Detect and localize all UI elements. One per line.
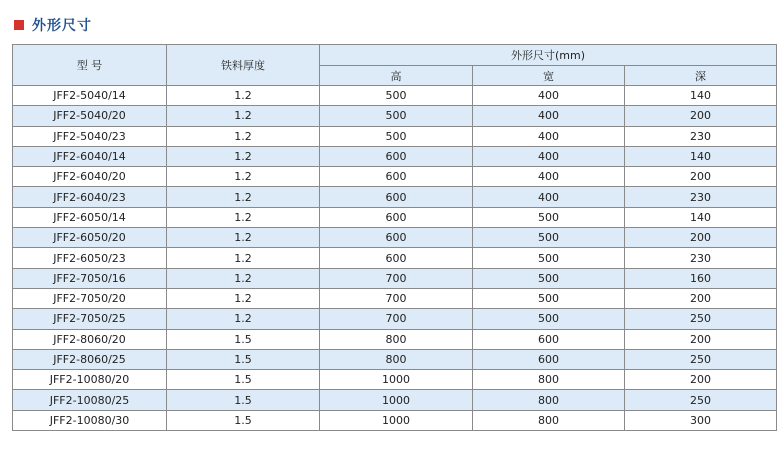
cell-thickness: 1.2 — [167, 228, 320, 248]
table-row — [13, 309, 777, 329]
table-row — [13, 288, 777, 308]
cell-width: 400 — [473, 187, 625, 207]
cell-width: 500 — [473, 228, 625, 248]
table-row — [13, 207, 777, 227]
cell-height: 600 — [320, 228, 473, 248]
cell-height: 1000 — [320, 410, 473, 430]
cell-width: 800 — [473, 370, 625, 390]
header-model: 型 号 — [13, 45, 167, 86]
table-body — [13, 86, 777, 431]
dimensions-table — [12, 44, 777, 431]
table-row — [13, 268, 777, 288]
cell-model: JFF2-7050/25 — [13, 309, 167, 329]
cell-depth: 250 — [625, 390, 777, 410]
table-row — [13, 187, 777, 207]
header-width: 宽 — [473, 66, 625, 86]
cell-thickness: 1.5 — [167, 390, 320, 410]
cell-height: 500 — [320, 126, 473, 146]
cell-depth: 200 — [625, 167, 777, 187]
cell-thickness: 1.2 — [167, 207, 320, 227]
cell-width: 600 — [473, 329, 625, 349]
cell-width: 500 — [473, 309, 625, 329]
cell-model: JFF2-6050/20 — [13, 228, 167, 248]
cell-model: JFF2-8060/20 — [13, 329, 167, 349]
cell-height: 600 — [320, 248, 473, 268]
cell-model: JFF2-7050/16 — [13, 268, 167, 288]
cell-thickness: 1.5 — [167, 370, 320, 390]
table-row — [13, 329, 777, 349]
cell-height: 1000 — [320, 370, 473, 390]
cell-width: 400 — [473, 86, 625, 106]
cell-depth: 230 — [625, 126, 777, 146]
cell-thickness: 1.2 — [167, 126, 320, 146]
cell-depth: 230 — [625, 248, 777, 268]
section-title: 外形尺寸 — [32, 18, 92, 34]
cell-depth: 250 — [625, 309, 777, 329]
cell-height: 500 — [320, 106, 473, 126]
cell-model: JFF2-5040/20 — [13, 106, 167, 126]
header-dimensions: 外形尺寸(mm) — [320, 45, 777, 66]
cell-height: 700 — [320, 309, 473, 329]
cell-depth: 300 — [625, 410, 777, 430]
table-row — [13, 370, 777, 390]
cell-model: JFF2-6040/14 — [13, 146, 167, 166]
cell-width: 500 — [473, 248, 625, 268]
cell-model: JFF2-6050/14 — [13, 207, 167, 227]
cell-thickness: 1.5 — [167, 349, 320, 369]
cell-thickness: 1.2 — [167, 248, 320, 268]
cell-model: JFF2-5040/23 — [13, 126, 167, 146]
header-height: 高 — [320, 66, 473, 86]
cell-model: JFF2-6040/20 — [13, 167, 167, 187]
cell-thickness: 1.2 — [167, 106, 320, 126]
cell-height: 600 — [320, 187, 473, 207]
cell-thickness: 1.2 — [167, 146, 320, 166]
cell-width: 400 — [473, 126, 625, 146]
cell-depth: 200 — [625, 329, 777, 349]
cell-thickness: 1.2 — [167, 268, 320, 288]
cell-model: JFF2-8060/25 — [13, 349, 167, 369]
cell-width: 500 — [473, 268, 625, 288]
cell-model: JFF2-10080/25 — [13, 390, 167, 410]
cell-thickness: 1.2 — [167, 187, 320, 207]
cell-model: JFF2-10080/30 — [13, 410, 167, 430]
cell-width: 800 — [473, 390, 625, 410]
table-row — [13, 410, 777, 430]
cell-depth: 230 — [625, 187, 777, 207]
cell-thickness: 1.2 — [167, 86, 320, 106]
table-row — [13, 106, 777, 126]
cell-width: 400 — [473, 167, 625, 187]
cell-width: 500 — [473, 207, 625, 227]
cell-model: JFF2-5040/14 — [13, 86, 167, 106]
cell-thickness: 1.2 — [167, 309, 320, 329]
table-row — [13, 349, 777, 369]
cell-model: JFF2-7050/20 — [13, 288, 167, 308]
cell-height: 800 — [320, 329, 473, 349]
section-header — [14, 16, 92, 34]
cell-depth: 140 — [625, 86, 777, 106]
cell-thickness: 1.2 — [167, 288, 320, 308]
cell-depth: 200 — [625, 288, 777, 308]
cell-depth: 140 — [625, 207, 777, 227]
table-row — [13, 126, 777, 146]
table-row — [13, 86, 777, 106]
cell-height: 600 — [320, 146, 473, 166]
cell-depth: 200 — [625, 106, 777, 126]
cell-thickness: 1.5 — [167, 410, 320, 430]
table-row — [13, 146, 777, 166]
cell-depth: 200 — [625, 370, 777, 390]
cell-width: 800 — [473, 410, 625, 430]
cell-depth: 250 — [625, 349, 777, 369]
table-row — [13, 228, 777, 248]
cell-width: 400 — [473, 106, 625, 126]
cell-thickness: 1.5 — [167, 329, 320, 349]
cell-depth: 200 — [625, 228, 777, 248]
header-depth: 深 — [625, 66, 777, 86]
cell-depth: 160 — [625, 268, 777, 288]
cell-model: JFF2-6040/23 — [13, 187, 167, 207]
cell-width: 600 — [473, 349, 625, 369]
cell-height: 700 — [320, 288, 473, 308]
table-row — [13, 390, 777, 410]
cell-height: 700 — [320, 268, 473, 288]
cell-model: JFF2-6050/23 — [13, 248, 167, 268]
cell-width: 400 — [473, 146, 625, 166]
cell-height: 500 — [320, 86, 473, 106]
cell-width: 500 — [473, 288, 625, 308]
cell-height: 600 — [320, 167, 473, 187]
cell-height: 800 — [320, 349, 473, 369]
section-marker-icon — [14, 20, 24, 30]
cell-depth: 140 — [625, 146, 777, 166]
cell-model: JFF2-10080/20 — [13, 370, 167, 390]
cell-height: 600 — [320, 207, 473, 227]
table-row — [13, 248, 777, 268]
cell-thickness: 1.2 — [167, 167, 320, 187]
header-thickness: 铁料厚度 — [167, 45, 320, 86]
cell-height: 1000 — [320, 390, 473, 410]
table-row — [13, 167, 777, 187]
